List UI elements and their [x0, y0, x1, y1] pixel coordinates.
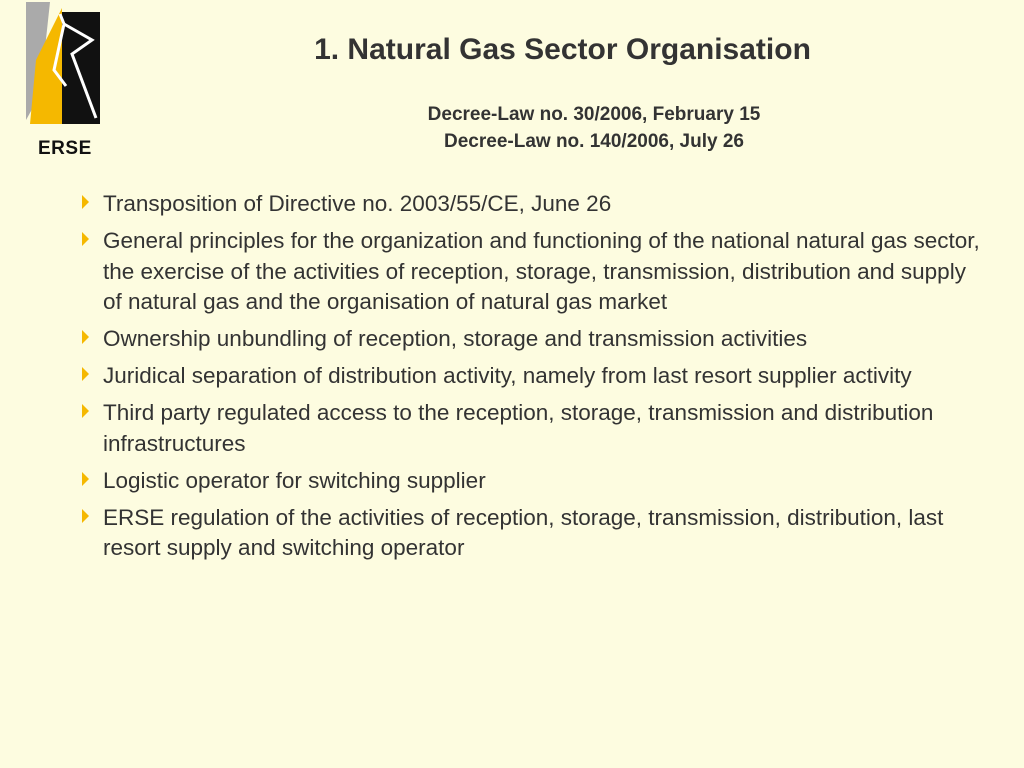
slide-title: 1. Natural Gas Sector Organisation: [314, 33, 811, 66]
bullet-item: [80, 466, 980, 497]
triangle-bullet-icon: [82, 232, 89, 246]
bullet-item: [80, 398, 980, 459]
triangle-bullet-icon: [82, 404, 89, 418]
bullet-text: Juridical separation of distribution activity, namely from last resort supplier activity: [103, 363, 912, 388]
triangle-bullet-icon: [82, 472, 89, 486]
bullet-text: Ownership unbundling of reception, storage and transmission activities: [103, 326, 808, 351]
triangle-bullet-icon: [82, 509, 89, 523]
subtitle-line: Decree-Law no. 140/2006, July 26: [444, 131, 744, 152]
bullet-item: [80, 189, 980, 220]
triangle-bullet-icon: [82, 367, 89, 381]
bullet-item: [80, 226, 980, 318]
bullet-item: [80, 324, 980, 355]
bullet-text: ERSE regulation of the activities of reception, storage, transmission, distribution, last resort supply and switching operator: [103, 504, 944, 560]
triangle-bullet-icon: [82, 195, 89, 209]
bullet-text: Third party regulated access to the reception, storage, transmission and distribution infrastructures: [103, 400, 934, 456]
bullet-text: Logistic operator for switching supplier: [103, 467, 486, 493]
bullet-item: [80, 361, 980, 392]
bullet-text: General principles for the organization and functioning of the national natural gas sector, the exercise of the activities of reception, storage, transmission, distribution and supply of natural gas and the organisation of natural gas market: [103, 228, 980, 314]
bullet-list: [80, 189, 980, 570]
bullet-text: Transposition of Directive no. 2003/55/CE, June 26: [103, 191, 612, 216]
slide-subtitle: [274, 101, 914, 155]
triangle-bullet-icon: [82, 330, 89, 344]
subtitle-line: Decree-Law no. 30/2006, February 15: [427, 104, 761, 125]
erse-logo-icon: [26, 0, 102, 130]
bullet-item: [80, 503, 980, 564]
logo-text: ERSE: [38, 138, 92, 159]
